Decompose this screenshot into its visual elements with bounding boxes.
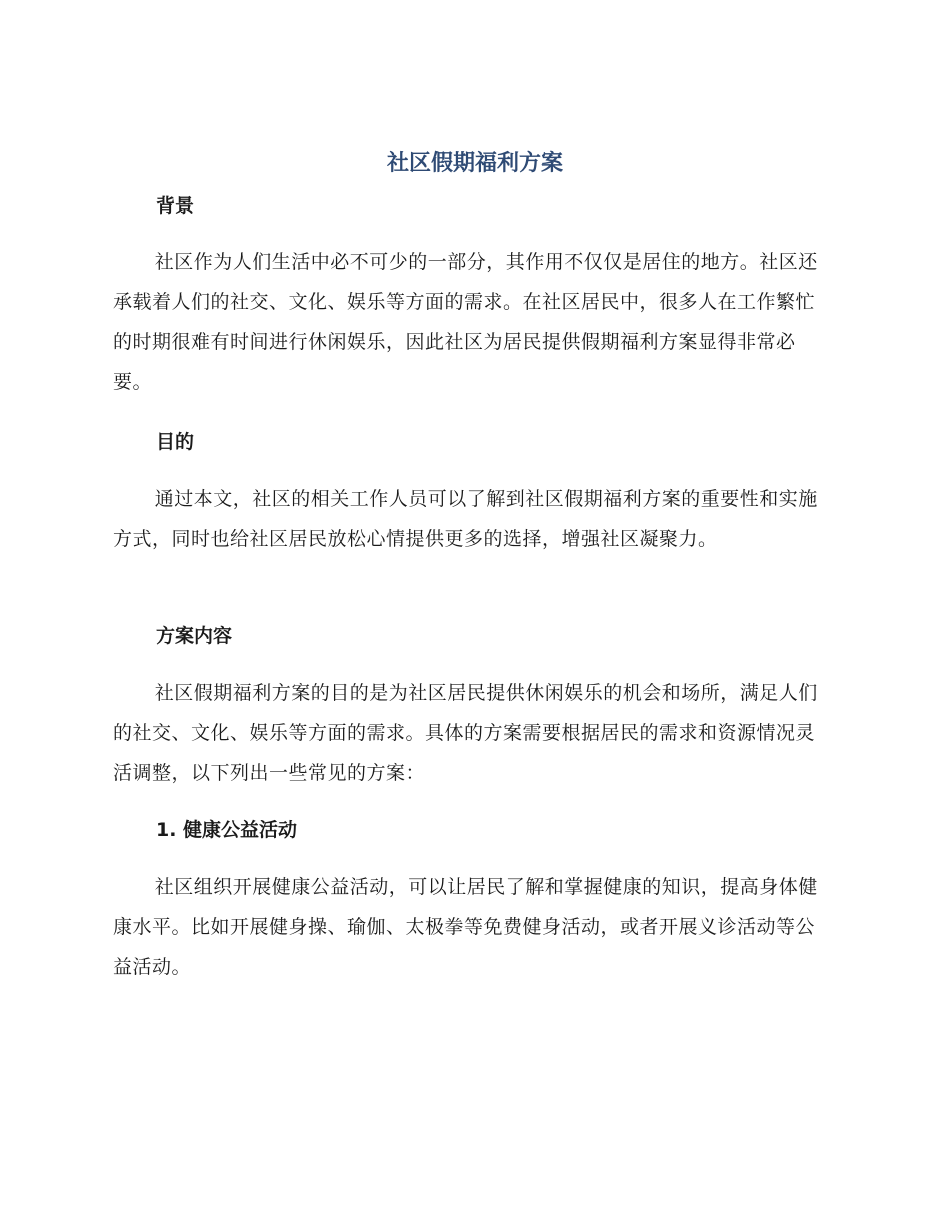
section-paragraph-background: 社区作为人们生活中必不可少的一部分，其作用不仅仅是居住的地方。社区还承载着人们的社交、文化、娱乐等方面的需求。在社区居民中，很多人在工作繁忙的时期很难有时间进行休闲娱乐，因此社区为居民提供假期福利方案显得非常必要。 (113, 251, 818, 393)
section-heading-background: 背景 (156, 195, 195, 217)
section-paragraph-plan-content: 社区假期福利方案的目的是为社区居民提供休闲娱乐的机会和场所，满足人们的社交、文化、娱乐等方面的需求。具体的方案需要根据居民的需求和资源情况灵活调整，以下列出一些常见的方案： (113, 682, 818, 784)
section-heading-plan-content: 方案内容 (156, 625, 233, 647)
section-paragraph-health-activities: 社区组织开展健康公益活动，可以让居民了解和掌握健康的知识，提高身体健康水平。比如开展健身操、瑜伽、太极拳等免费健身活动，或者开展义诊活动等公益活动。 (113, 876, 818, 978)
section-paragraph-purpose: 通过本文，社区的相关工作人员可以了解到社区假期福利方案的重要性和实施方式，同时也给社区居民放松心情提供更多的选择，增强社区凝聚力。 (113, 488, 818, 550)
document-title: 社区假期福利方案 (386, 151, 563, 176)
section-heading-purpose: 目的 (156, 431, 195, 453)
section-heading-health-activities: 1. 健康公益活动 (156, 819, 298, 841)
